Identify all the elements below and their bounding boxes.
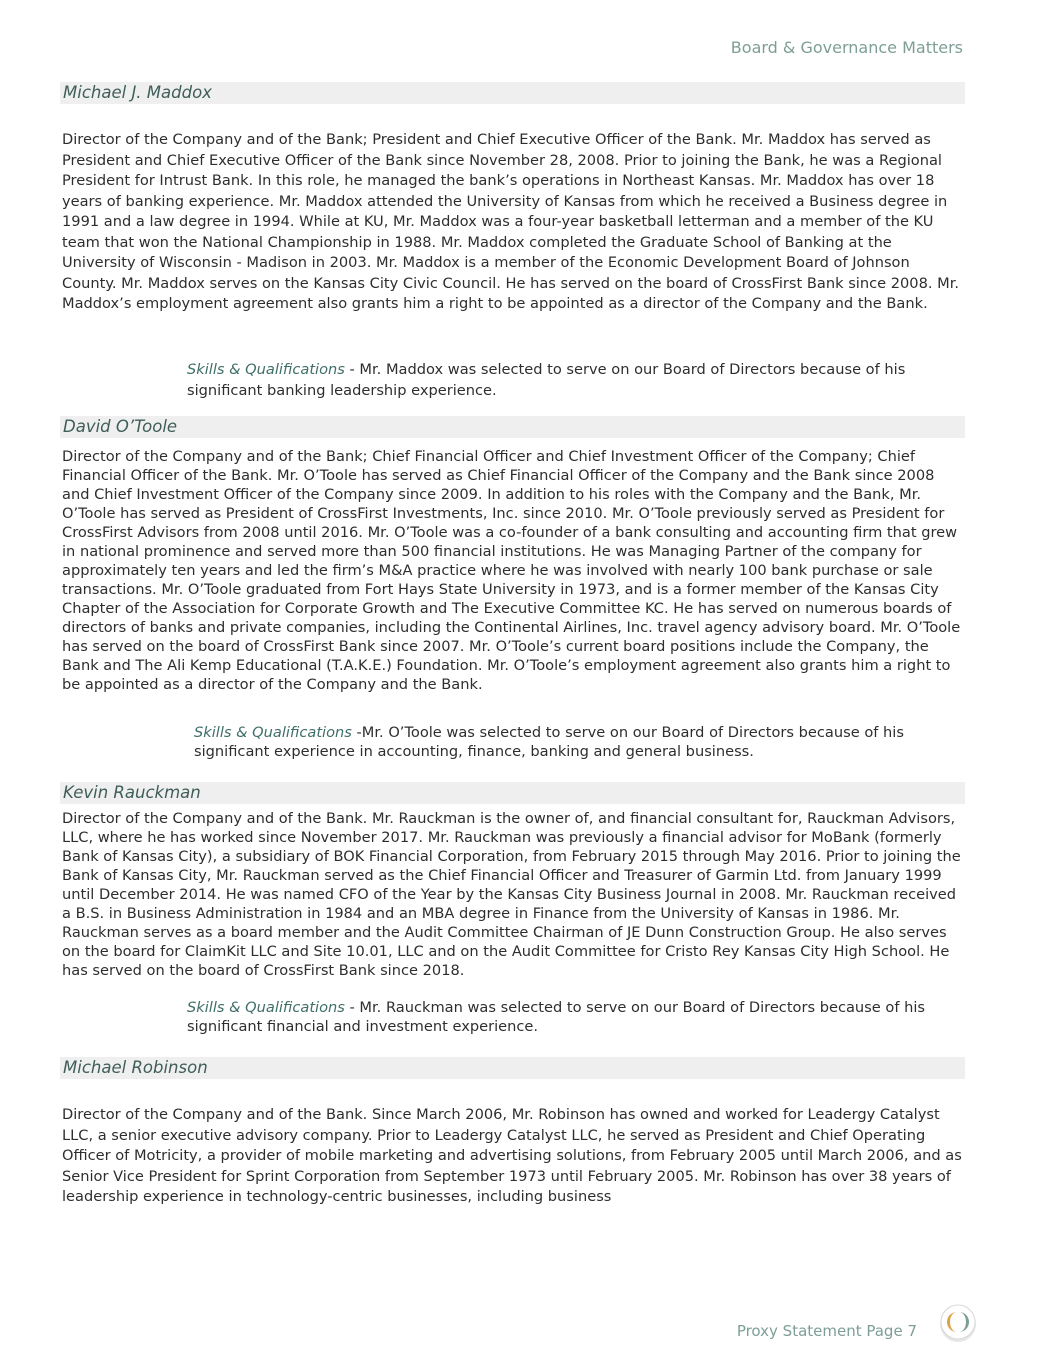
director-name-bar	[60, 1057, 965, 1079]
director-bio: Director of the Company and of the Bank. Mr. Rauckman is the owner of, and financial consultant for, Rauckman Advisors, LLC, where he has worked since November 2017. Mr. Rauckman was previously a financial advisor for MoBank (formerly Bank of Kansas City), a subsidiary of BOK Financial Corporation, from February 2015 through May 2016. Prior to joining the Bank of Kansas City, Mr. Rauckman served as the Chief Financial Officer and Treasurer of Garmin Ltd. from January 1999 until December 2014. He was named CFO of the Year by the Kansas City Business Journal in 2008. Mr. Rauckman received a B.S. in Business Administration in 1984 and an MBA degree in Finance from the University of Kansas in 1986. Mr. Rauckman serves as a board member and the Audit Committee Chairman of JE Dunn Construction Group. He also serves on the board for ClaimKit LLC and Site 10.01, LLC and on the Audit Committee for Cristo Rey Kansas City High School. He has served on the board of CrossFirst Bank since 2018.	[62, 810, 961, 979]
director-skills	[187, 360, 957, 401]
crossfirst-logo-icon	[938, 1303, 978, 1343]
skills-label: Skills & Qualifications	[187, 361, 345, 378]
director-bio: Director of the Company and of the Bank. Since March 2006, Mr. Robinson has owned and worked for Leadergy Catalyst LLC, a senior executive advisory company. Prior to Leadergy Catalyst LLC, he served as President and Chief Operating Officer of Motricity, a provider of mobile marketing and advertising solutions, from February 2005 until March 2006, and as Senior Vice President for Sprint Corporation from September 1973 until February 2005. Mr. Robinson has over 38 years of leadership experience in technology-centric businesses, including business	[62, 1106, 962, 1205]
director-name: Michael Robinson	[63, 1058, 208, 1077]
skills-text: - Mr. Rauckman was selected to serve on our Board of Directors because of his significant financial and investment experience.	[187, 999, 926, 1035]
director-skills	[194, 723, 957, 761]
skills-text: -Mr. O’Toole was selected to serve on our Board of Directors because of his significant experience in accounting, finance, banking and general business.	[194, 724, 904, 760]
director-skills	[187, 998, 957, 1036]
director-name: David O’Toole	[63, 417, 178, 436]
director-name-bar	[60, 82, 965, 104]
director-name-bar	[60, 416, 965, 438]
director-name: Kevin Rauckman	[63, 783, 201, 802]
director-name: Michael J. Maddox	[63, 83, 212, 102]
director-bio: Director of the Company and of the Bank; Chief Financial Officer and Chief Investment Officer of the Company; Chief Financial Officer of the Bank. Mr. O’Toole has served as Chief Financial Officer of the Company and the Bank since 2008 and Chief Investment Officer of the Company since 2009. In addition to his roles with the Company and the Bank, Mr. O’Toole has served as President of CrossFirst Investments, Inc. since 2010. Mr. O’Toole previously served as President for CrossFirst Advisors from 2008 until 2016. Mr. O’Toole was a co-founder of a bank consulting and accounting firm that grew in national prominence and served more than 500 financial institutions. He was Managing Partner of the company for approximately ten years and led the firm’s M&A practice where he was involved with nearly 100 bank purchase or sale transactions. Mr. O’Toole graduated from Fort Hays State University in 1973, and is a former member of the Kansas City Chapter of the Association for Corporate Growth and The Executive Committee KC. He has served on numerous boards of directors of banks and private companies, including the Continental Airlines, Inc. travel agency advisory board. Mr. O’Toole has served on the board of CrossFirst Bank since 2007. Mr. O’Toole’s current board positions include the Company, the Bank and The Ali Kemp Educational (T.A.K.E.) Foundation. Mr. O’Toole’s employment agreement also grants him a right to be appointed as a director of the Company and the Bank.	[62, 448, 961, 693]
skills-text: - Mr. Maddox was selected to serve on our Board of Directors because of his significant banking leadership experience.	[187, 361, 906, 399]
skills-label: Skills & Qualifications	[194, 724, 352, 741]
footer-page-label: Proxy Statement Page 7	[736, 1322, 917, 1340]
director-bio: Director of the Company and of the Bank; President and Chief Executive Officer of the Bank. Mr. Maddox has served as President and Chief Executive Officer of the Bank since November 28, 2008. Prior to joining the Bank, he was a Regional President for Intrust Bank. In this role, he managed the bank’s operations in Northeast Kansas. Mr. Maddox has over 18 years of banking experience. Mr. Maddox attended the University of Kansas from which he received a Business degree in 1991 and a law degree in 1994. While at KU, Mr. Maddox was a four-year basketball letterman and a member of the KU team that won the National Championship in 1988. Mr. Maddox completed the Graduate School of Banking at the University of Wisconsin - Madison in 2003. Mr. Maddox is a member of the Economic Development Board of Johnson County. Mr. Maddox serves on the Kansas City Civic Council. He has served on the board of CrossFirst Bank since 2008. Mr. Maddox’s employment agreement also grants him a right to be appointed as a director of the Company and the Bank.	[62, 131, 960, 312]
director-name-bar	[60, 782, 965, 804]
skills-label: Skills & Qualifications	[187, 999, 345, 1016]
page-header-title: Board & Governance Matters	[730, 38, 963, 57]
